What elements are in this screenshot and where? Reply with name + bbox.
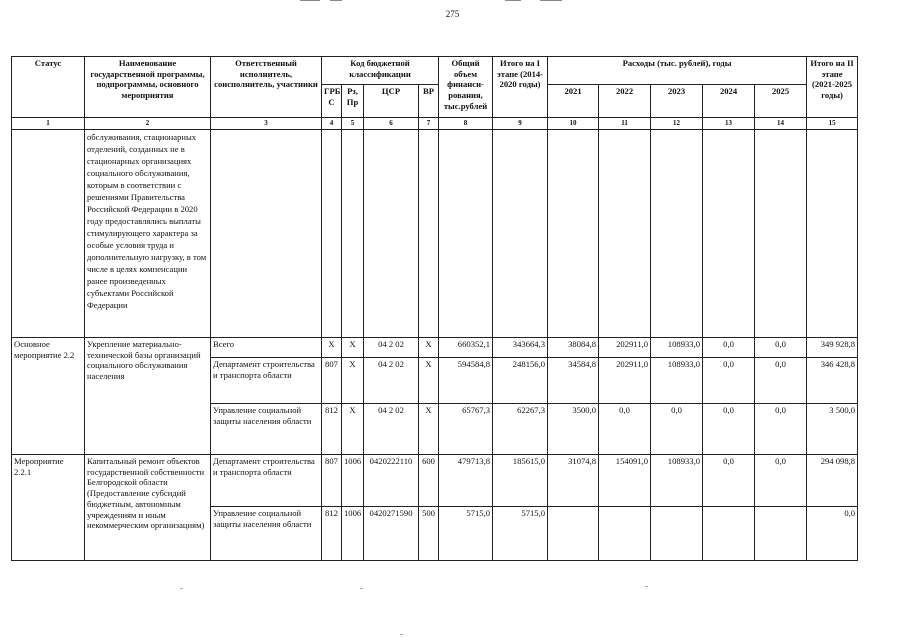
year-value: 202911,0 — [599, 358, 651, 404]
header-stage2: Итого на II этапе (2021-2025 годы) — [807, 57, 858, 118]
status-cell — [12, 130, 85, 338]
grbs-value: X — [322, 338, 342, 358]
measure-status: Основное мероприятие 2.2 — [12, 338, 85, 455]
header-year: 2023 — [651, 85, 703, 118]
responsible: Управление социальной защиты населения области — [211, 404, 322, 455]
stage2-value: 3 500,0 — [807, 404, 858, 455]
year-value: 154091,0 — [599, 455, 651, 507]
table-row — [12, 338, 858, 358]
col-index: 8 — [439, 118, 493, 130]
col-index: 2 — [85, 118, 211, 130]
col-index: 7 — [419, 118, 439, 130]
header-grbs: ГРБ С — [322, 85, 342, 118]
year-value: 0,0 — [755, 404, 807, 455]
grbs-value: 812 — [322, 404, 342, 455]
stage2-value: 0,0 — [807, 507, 858, 561]
csr-value: 0420271590 — [364, 507, 419, 561]
year-value: 3500,0 — [548, 404, 599, 455]
continuation-text: обслуживания, стационарных отделений, созданных не в стационарных организациях социального обслуживания, которым в соответствии с решениями Правительства Российской Федерации в 2020 году предоставлялись выплаты стимулирующего характера за особые условия труда и дополнительную нагрузку, в том числе в целях компенсации ранее произведенных субъектами Российской Федерации — [85, 130, 211, 338]
csr-value: 04 2 02 — [364, 338, 419, 358]
header-rzpr: Рз, Пр — [342, 85, 364, 118]
year-value: 0,0 — [703, 338, 755, 358]
vr-value: X — [419, 358, 439, 404]
col-index: 11 — [599, 118, 651, 130]
vr-value: X — [419, 404, 439, 455]
year-value: 108933,0 — [651, 455, 703, 507]
year-value: 31074,8 — [548, 455, 599, 507]
csr-value: 04 2 02 — [364, 358, 419, 404]
header-year: 2022 — [599, 85, 651, 118]
total-value: 479713,8 — [439, 455, 493, 507]
header-csr: ЦСР — [364, 85, 419, 118]
vr-value: 500 — [419, 507, 439, 561]
year-value: 0,0 — [651, 404, 703, 455]
col-index: 9 — [493, 118, 548, 130]
rzpr-value: 1006 — [342, 507, 364, 561]
grbs-value: 807 — [322, 358, 342, 404]
year-value — [755, 507, 807, 561]
header-year: 2024 — [703, 85, 755, 118]
total-value: 660352,1 — [439, 338, 493, 358]
header-stage1: Итого на I этапе (2014-2020 годы) — [493, 57, 548, 118]
stage1-value: 185615,0 — [493, 455, 548, 507]
grbs-value: 812 — [322, 507, 342, 561]
col-index: 3 — [211, 118, 322, 130]
rzpr-value: X — [342, 338, 364, 358]
responsible: Управление социальной защиты населения области — [211, 507, 322, 561]
year-value: 0,0 — [755, 455, 807, 507]
year-value: 0,0 — [703, 404, 755, 455]
header-budget-code: Код бюджетной классификации — [322, 57, 439, 85]
column-index-row — [12, 118, 858, 130]
year-value — [651, 507, 703, 561]
page-number: 275 — [445, 9, 460, 19]
year-value — [703, 507, 755, 561]
measure-name: Капитальный ремонт объектов государственной собственности Белгородской области (Предоставление субсидий бюджетным, автономным учреждениям и иным некоммерческим организациям) — [85, 455, 211, 561]
rzpr-value: 1006 — [342, 455, 364, 507]
header-year: 2021 — [548, 85, 599, 118]
header-vr: ВР — [419, 85, 439, 118]
stage1-value: 62267,3 — [493, 404, 548, 455]
col-index: 13 — [703, 118, 755, 130]
header-expenses: Расходы (тыс. рублей), годы — [548, 57, 807, 85]
col-index: 14 — [755, 118, 807, 130]
stage2-value: 349 928,8 — [807, 338, 858, 358]
measure-status: Мероприятие 2.2.1 — [12, 455, 85, 561]
col-index: 4 — [322, 118, 342, 130]
total-value: 65767,3 — [439, 404, 493, 455]
stage1-value: 343664,3 — [493, 338, 548, 358]
responsible: Департамент строительства и транспорта области — [211, 455, 322, 507]
year-value: 34584,8 — [548, 358, 599, 404]
grbs-value: 807 — [322, 455, 342, 507]
measure-name: Укрепление материально-технической базы организаций социального обслуживания населения — [85, 338, 211, 455]
responsible: Всего — [211, 338, 322, 358]
col-index: 10 — [548, 118, 599, 130]
col-index: 15 — [807, 118, 858, 130]
year-value: 202911,0 — [599, 338, 651, 358]
responsible: Департамент строительства и транспорта области — [211, 358, 322, 404]
rzpr-value: X — [342, 404, 364, 455]
stage1-value: 5715,0 — [493, 507, 548, 561]
header-year: 2025 — [755, 85, 807, 118]
year-value: 108933,0 — [651, 358, 703, 404]
total-value: 5715,0 — [439, 507, 493, 561]
stage2-value: 294 098,8 — [807, 455, 858, 507]
year-value: 38084,8 — [548, 338, 599, 358]
stage2-value: 346 428,8 — [807, 358, 858, 404]
vr-value: 600 — [419, 455, 439, 507]
csr-value: 04 2 02 — [364, 404, 419, 455]
program-table — [11, 56, 858, 561]
stage1-value: 248156,0 — [493, 358, 548, 404]
rzpr-value: X — [342, 358, 364, 404]
year-value — [548, 507, 599, 561]
table-row — [12, 455, 858, 507]
header-name: Наименование государственной программы, подпрограммы, основного мероприятия — [85, 57, 211, 118]
table-row — [12, 130, 858, 338]
year-value: 0,0 — [755, 358, 807, 404]
col-index: 1 — [12, 118, 85, 130]
year-value: 0,0 — [703, 455, 755, 507]
col-index: 12 — [651, 118, 703, 130]
year-value: 0,0 — [703, 358, 755, 404]
col-index: 6 — [364, 118, 419, 130]
header-status: Статус — [12, 57, 85, 118]
year-value — [599, 507, 651, 561]
year-value: 0,0 — [755, 338, 807, 358]
header-total-volume: Общий объем финанси-рования, тыс.рублей — [439, 57, 493, 118]
csr-value: 0420222110 — [364, 455, 419, 507]
year-value: 0,0 — [599, 404, 651, 455]
total-value: 594584,8 — [439, 358, 493, 404]
col-index: 5 — [342, 118, 364, 130]
header-responsible: Ответственный исполнитель, соисполнитель, участники — [211, 57, 322, 118]
vr-value: X — [419, 338, 439, 358]
year-value: 108933,0 — [651, 338, 703, 358]
